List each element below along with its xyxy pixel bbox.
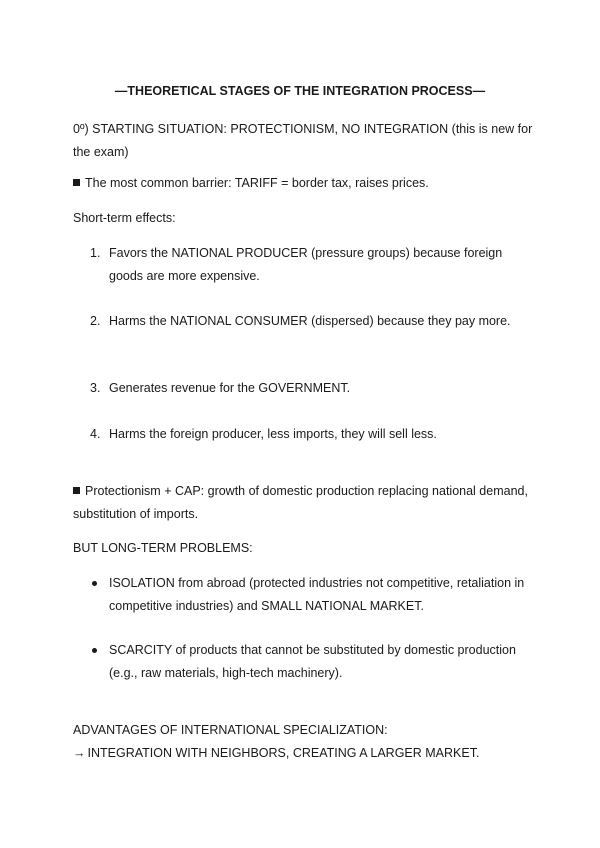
list-item-text: Favors the NATIONAL PRODUCER (pressure groups) because foreign goods are more expensive. xyxy=(109,246,503,283)
long-term-problem-item xyxy=(90,572,530,618)
starting-situation-paragraph: 0º) STARTING SITUATION: PROTECTIONISM, NO INTEGRATION (this is new for the exam) xyxy=(73,122,533,159)
list-number: 2. xyxy=(90,314,101,328)
protectionism-cap-text: Protectionism + CAP: growth of domestic production replacing national demand, substitution of imports. xyxy=(73,484,528,521)
advantages-heading: ADVANTAGES OF INTERNATIONAL SPECIALIZATION: xyxy=(73,723,388,737)
square-bullet-icon xyxy=(73,487,80,494)
short-term-effect-item xyxy=(90,310,530,333)
list-item-text: SCARCITY of products that cannot be substituted by domestic production (e.g., raw materials, high-tech machinery). xyxy=(109,643,516,680)
long-term-heading: BUT LONG-TERM PROBLEMS: xyxy=(73,541,253,555)
tariff-paragraph xyxy=(73,172,533,195)
round-bullet-icon xyxy=(92,648,97,653)
square-bullet-icon xyxy=(73,179,80,186)
arrow-right-icon: → xyxy=(73,746,86,760)
integration-text: INTEGRATION WITH NEIGHBORS, CREATING A LARGER MARKET. xyxy=(87,746,480,760)
tariff-text: The most common barrier: TARIFF = border tax, raises prices. xyxy=(85,176,429,190)
short-term-effect-item xyxy=(90,242,530,288)
list-item-text: Generates revenue for the GOVERNMENT. xyxy=(109,381,351,395)
document-title: —THEORETICAL STAGES OF THE INTEGRATION PROCESS— xyxy=(114,84,486,98)
list-item-text: ISOLATION from abroad (protected industries not competitive, retaliation in competitive industries) and SMALL NATIONAL MARKET. xyxy=(109,576,525,613)
integration-paragraph xyxy=(73,742,533,765)
protectionism-cap-paragraph xyxy=(73,480,533,526)
list-number: 3. xyxy=(90,381,101,395)
round-bullet-icon xyxy=(92,581,97,586)
list-item-text: Harms the NATIONAL CONSUMER (dispersed) because they pay more. xyxy=(109,314,511,328)
list-item-text: Harms the foreign producer, less imports, they will sell less. xyxy=(109,427,437,441)
long-term-problem-item xyxy=(90,639,530,685)
list-number: 4. xyxy=(90,427,101,441)
short-term-effect-item xyxy=(90,377,530,400)
short-term-heading: Short-term effects: xyxy=(73,211,176,225)
short-term-effect-item xyxy=(90,423,530,446)
list-number: 1. xyxy=(90,246,101,260)
